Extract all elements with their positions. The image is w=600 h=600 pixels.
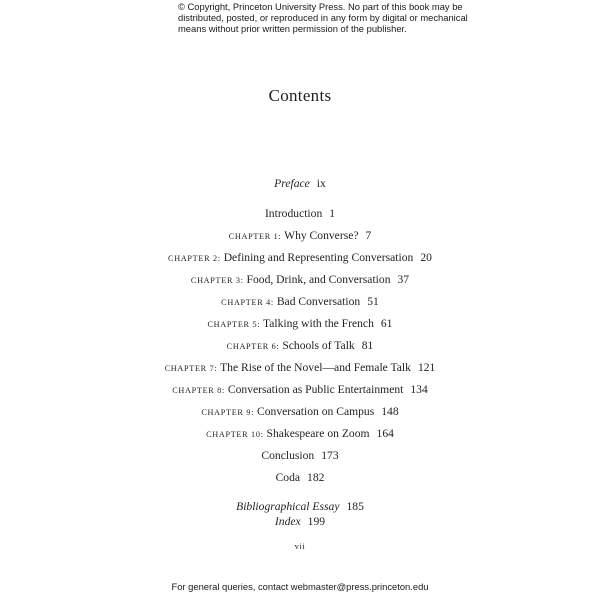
toc-entry-page: 121 (417, 361, 436, 374)
toc-entry-title: Why Converse? (284, 229, 359, 242)
toc-entry-chapter-label: CHAPTER 4: (221, 298, 274, 307)
toc-entry-chapter-9[interactable] (0, 405, 600, 420)
toc-entry-index[interactable] (0, 515, 600, 529)
toc-entry-page: 134 (410, 383, 428, 396)
toc-entry-page: ix (316, 177, 326, 190)
toc-entry-page: 185 (346, 500, 364, 513)
toc-entry-bibliographical-essay[interactable] (0, 500, 600, 514)
toc-entry-chapter-label: CHAPTER 2: (168, 254, 221, 263)
toc-entry-chapter-label: CHAPTER 6: (226, 342, 280, 351)
toc-entry-title: Shakespeare on Zoom (266, 427, 370, 440)
toc-entry-title: Talking with the French (262, 317, 374, 330)
toc-entry-title: Conversation as Public Entertainment (227, 383, 404, 396)
toc-entry-chapter-2[interactable] (0, 251, 600, 266)
toc-entry-page: 182 (307, 471, 325, 484)
toc-entry-page: 81 (361, 339, 374, 352)
toc-entry-chapter-label: CHAPTER 1: (228, 232, 282, 241)
toc-entry-chapter-label: CHAPTER 7: (164, 364, 218, 373)
toc-entry-preface[interactable] (0, 177, 600, 191)
toc-entry-chapter-3[interactable] (0, 273, 600, 288)
footer-contact: For general queries, contact webmaster@press.princeton.edu (171, 581, 429, 592)
toc-entry-title: Coda (275, 471, 301, 484)
toc-entry-page: 7 (365, 229, 372, 242)
toc-entry-page: 51 (367, 295, 379, 308)
toc-entry-chapter-8[interactable] (0, 383, 600, 398)
toc-entry-title: Bibliographical Essay (236, 500, 340, 513)
toc-entry-page: 164 (376, 427, 394, 440)
toc-entry-title: Food, Drink, and Conversation (246, 273, 391, 286)
toc-entry-chapter-label: CHAPTER 8: (172, 386, 225, 395)
toc-entry-page: 199 (307, 515, 326, 528)
toc-entry-coda[interactable] (0, 471, 600, 485)
toc-entry-title: The Rise of the Novel—and Female Talk (220, 361, 411, 374)
copyright-line: distributed, posted, or reproduced in any form by digital or mechanical (178, 12, 468, 24)
toc-entry-chapter-label: CHAPTER 10: (206, 430, 264, 439)
toc-entry-page: 37 (397, 273, 410, 286)
toc-entry-page: 20 (420, 251, 432, 264)
toc-entry-chapter-6[interactable] (0, 339, 600, 354)
toc-entry-page: 61 (380, 317, 393, 330)
toc-entry-chapter-7[interactable] (0, 361, 600, 376)
toc-entry-chapter-10[interactable] (0, 427, 600, 442)
toc-entry-conclusion[interactable] (0, 449, 600, 463)
toc-entry-chapter-5[interactable] (0, 317, 600, 332)
page-title: Contents (268, 86, 332, 105)
page-number: vii (294, 541, 306, 551)
copyright-notice (178, 1, 478, 35)
toc-entry-title: Introduction (264, 207, 323, 220)
toc-entry-introduction[interactable] (0, 207, 600, 221)
toc-entry-chapter-4[interactable] (0, 295, 600, 310)
toc-entry-page: 148 (381, 405, 399, 418)
toc-entry-chapter-label: CHAPTER 9: (201, 408, 255, 417)
copyright-line: © Copyright, Princeton University Press. No part of this book may be (178, 1, 463, 12)
toc-entry-title: Conclusion (261, 449, 315, 462)
toc-entry-title: Index (274, 515, 301, 528)
toc-entry-page: 173 (321, 449, 339, 462)
toc-entry-chapter-label: CHAPTER 3: (190, 276, 244, 285)
copyright-line: means without prior written permission of the publisher. (178, 23, 407, 35)
toc-entry-title: Preface (274, 177, 310, 190)
toc-entry-page: 1 (329, 207, 336, 220)
toc-entry-title: Bad Conversation (276, 295, 361, 308)
toc-entry-title: Conversation on Campus (257, 405, 375, 418)
toc-entry-chapter-1[interactable] (0, 229, 600, 244)
toc-entry-title: Defining and Representing Conversation (223, 251, 414, 264)
toc-entry-chapter-label: CHAPTER 5: (207, 320, 261, 329)
toc-entry-title: Schools of Talk (282, 339, 355, 352)
